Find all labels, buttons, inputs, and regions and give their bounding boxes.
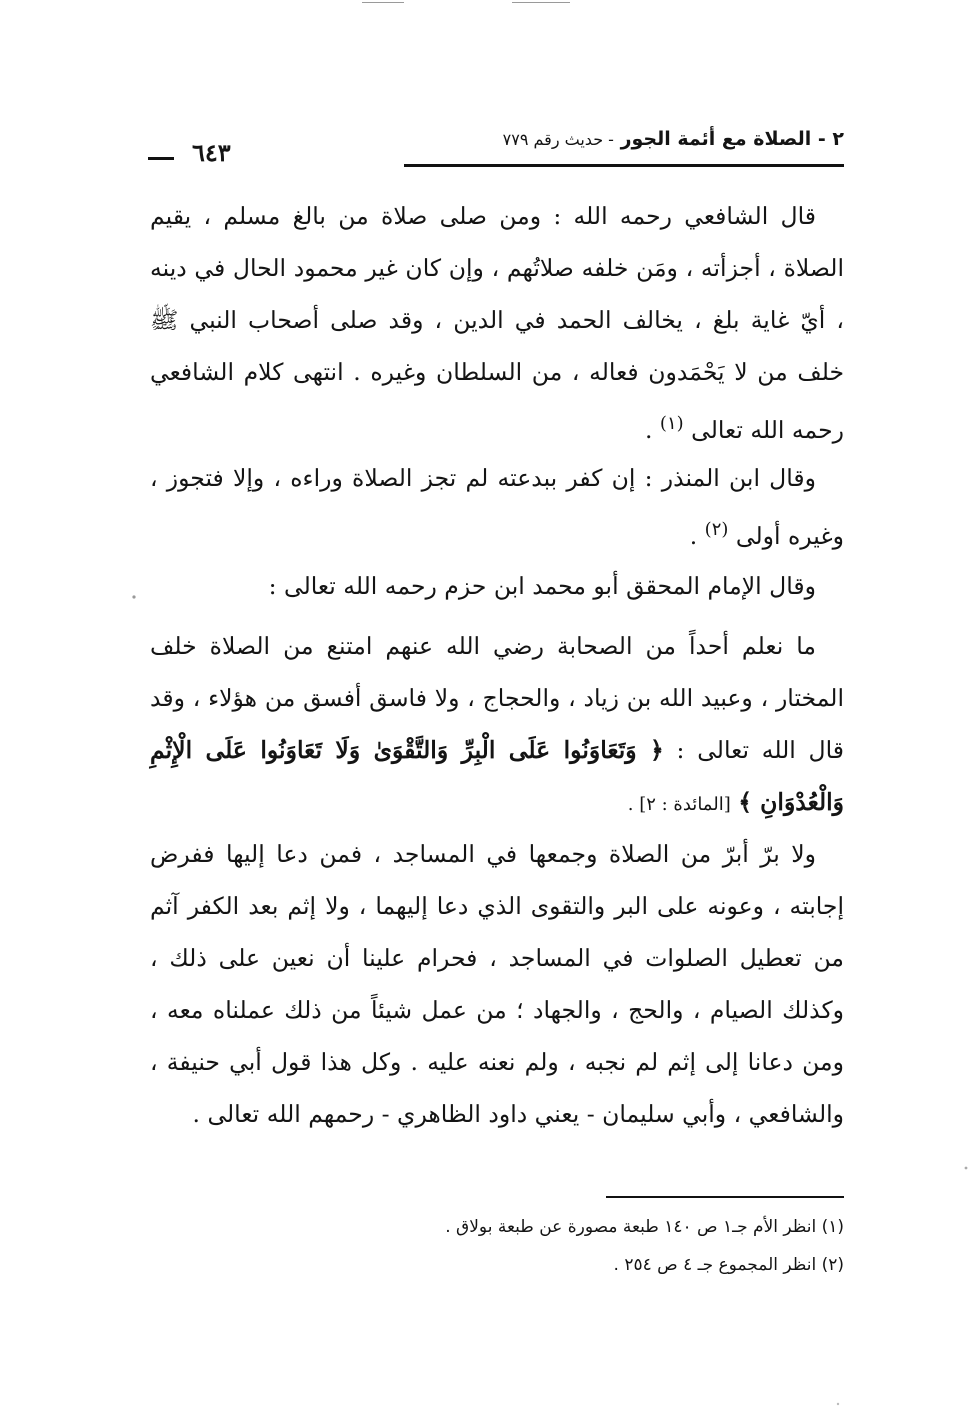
paragraph-text: وقال ابن المنذر : إن كفر ببدعته لم تجز الصلاة وراءه ، وإلا فتجوز ، وغيره أولى <box>150 464 844 550</box>
hadith-reference: - حديث رقم ٧٧٩ <box>502 130 614 149</box>
paragraph-text: ولا برّ أبرّ من الصلاة وجمعها في المساجد ، فمن دعا إليها ففرض إجابته ، وعونه على البر والتقوى الذي دعا إليهما ، ولا إثم بعد الكفر آثم من تعطيل الصلوات في المساجد ، فحرام علينا أن نعين على ذلك ، وكذلك الصيام ، والحج ، والجهاد ؛ من عمل شيئاً من ذلك عملناه معه ، ومن دعانا إلى إثم لم نجبه ، ولم نعنه عليه . وكل هذا قول أبي حنيفة ، والشافعي ، وأبي سليمان - يعني داود الظاهري - رحمهم الله تعالى . <box>150 840 844 1128</box>
paragraph-text: وقال الإمام المحقق أبو محمد ابن حزم رحمه الله تعالى : <box>268 572 816 600</box>
footnote-2: (٢) انظر المجموع جـ ٤ ص ٢٥٤ . <box>613 1255 844 1275</box>
verse-citation: [المائدة : ٢] . <box>627 794 731 815</box>
paragraph-end: . <box>644 415 653 444</box>
footnote-marker: (٢) <box>704 519 729 540</box>
quran-verse: ﴿ وَتَعَاوَنُوا عَلَى الْبِرِّ وَالتَّقْوَىٰ وَلَا تَعَاوَنُوا عَلَى الْإِثْمِ وَالْعُدْوَانِ ﴾ <box>150 736 844 816</box>
paragraph-end: . <box>689 521 698 550</box>
paragraph-text: ما نعلم أحداً من الصحابة رضي الله عنهم امتنع من الصلاة خلف المختار ، وعبيد الله بن زياد ، والحجاج ، ولا فاسق أفسق من هؤلاء ، وقد قال الله تعالى : <box>150 632 844 764</box>
footnote-1: (١) انظر الأم جـ١ ص ١٤٠ طبعة مصورة عن طبعة بولاق . <box>445 1217 844 1237</box>
page-number: ٦٤٣ <box>192 138 231 167</box>
footnote-marker: (١) <box>659 413 684 434</box>
chapter-title: ٢ - الصلاة مع أئمة الجور <box>620 128 844 150</box>
paragraph-text: قال الشافعي رحمه الله : ومن صلى صلاة من بالغ مسلم ، يقيم الصلاة ، أجزأته ، ومَن خلفه صلاتُهم ، وإن كان غير محمود الحال في دينه ، أيّ غاية بلغ ، يخالف الحمد في الدين ، وقد صلى أصحاب النبي ﷺ خلف من لا يَحْمَدون فعاله ، من السلطان وغيره . انتهى كلام الشافعي رحمه الله تعالى <box>150 202 844 444</box>
